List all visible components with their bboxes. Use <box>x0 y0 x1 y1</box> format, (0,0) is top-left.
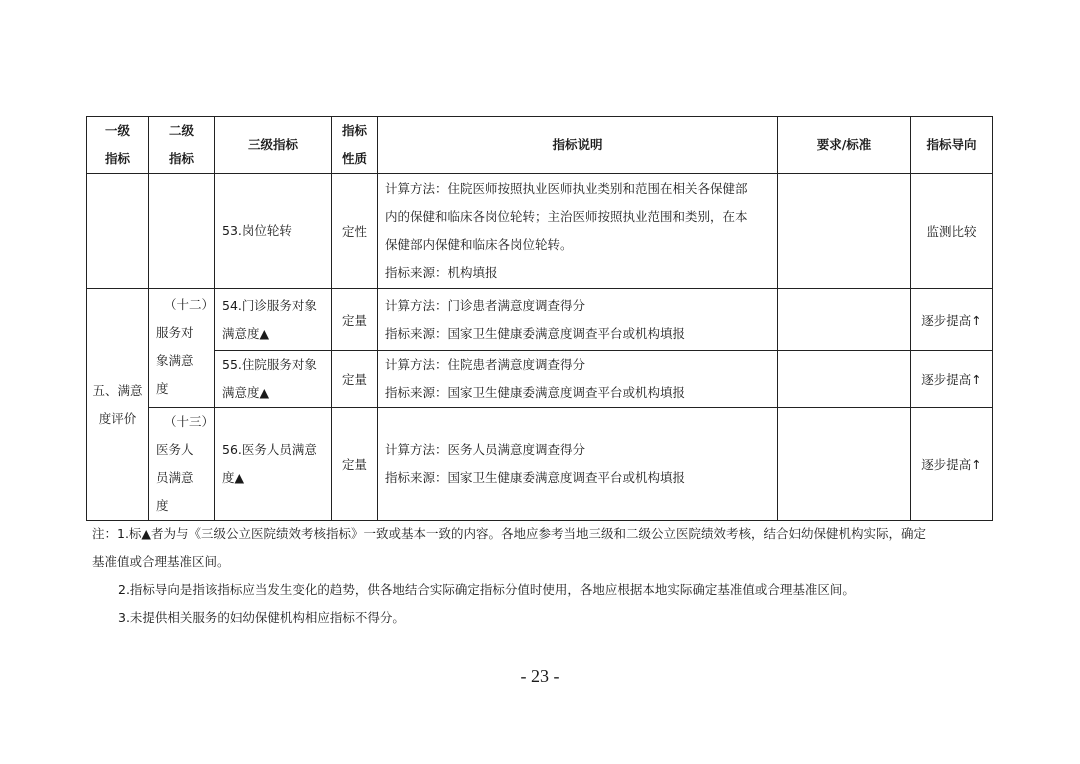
header-requirement: 要求/标准 <box>778 117 911 174</box>
level1-group-cell: 五、满意 度评价 <box>87 289 149 521</box>
level1-cell-empty <box>87 174 149 289</box>
level3-cell: 54.门诊服务对象 满意度▲ <box>215 289 332 351</box>
indicator-table <box>86 116 993 521</box>
header-direction: 指标导向 <box>911 117 993 174</box>
direction-cell: 逐步提高↑ <box>911 351 993 408</box>
requirement-cell <box>778 174 911 289</box>
note-1-line-2: 基准值或合理基准区间。 <box>92 554 230 569</box>
table-row <box>87 174 993 289</box>
level3-cell: 53.岗位轮转 <box>215 174 332 289</box>
nature-cell: 定量 <box>332 289 378 351</box>
description-cell: 计算方法：医务人员满意度调查得分 指标来源：国家卫生健康委满意度调查平台或机构填报 <box>378 408 778 521</box>
table-notes <box>92 520 992 632</box>
note-2: 2.指标导向是指该指标应当发生变化的趋势，供各地结合实际确定指标分值时使用，各地应根据本地实际确定基准值或合理基准区间。 <box>118 582 855 597</box>
level3-cell: 55.住院服务对象 满意度▲ <box>215 351 332 408</box>
table-header-row <box>87 117 993 174</box>
description-cell: 计算方法：门诊患者满意度调查得分 指标来源：国家卫生健康委满意度调查平台或机构填报 <box>378 289 778 351</box>
note-1-line-1: 注：1.标▲者为与《三级公立医院绩效考核指标》一致或基本一致的内容。各地应参考当地三级和二级公立医院绩效考核，结合妇幼保健机构实际，确定 <box>92 526 927 541</box>
header-level3: 三级指标 <box>215 117 332 174</box>
direction-cell: 逐步提高↑ <box>911 289 993 351</box>
direction-cell: 逐步提高↑ <box>911 408 993 521</box>
requirement-cell <box>778 408 911 521</box>
table-row <box>87 289 993 351</box>
header-nature: 指标 性质 <box>332 117 378 174</box>
level2-group-cell: （十三） 医务人 员满意 度 <box>149 408 215 521</box>
description-cell: 计算方法：住院医师按照执业医师执业类别和范围在相关各保健部 内的保健和临床各岗位轮转；主治医师按照执业范围和类别，在本 保健部内保健和临床各岗位轮转。 指标来源：机构填报 <box>378 174 778 289</box>
requirement-cell <box>778 351 911 408</box>
header-level1: 一级 指标 <box>87 117 149 174</box>
description-cell: 计算方法：住院患者满意度调查得分 指标来源：国家卫生健康委满意度调查平台或机构填报 <box>378 351 778 408</box>
direction-cell: 监测比较 <box>911 174 993 289</box>
page-number: - 23 - <box>520 666 560 686</box>
nature-cell: 定量 <box>332 408 378 521</box>
level3-cell: 56.医务人员满意 度▲ <box>215 408 332 521</box>
requirement-cell <box>778 289 911 351</box>
table-row <box>87 351 993 408</box>
nature-cell: 定性 <box>332 174 378 289</box>
level2-cell-empty <box>149 174 215 289</box>
note-3: 3.未提供相关服务的妇幼保健机构相应指标不得分。 <box>118 610 405 625</box>
level2-group-cell: （十二） 服务对 象满意 度 <box>149 289 215 408</box>
nature-cell: 定量 <box>332 351 378 408</box>
header-level2: 二级 指标 <box>149 117 215 174</box>
table-row <box>87 408 993 521</box>
header-description: 指标说明 <box>378 117 778 174</box>
